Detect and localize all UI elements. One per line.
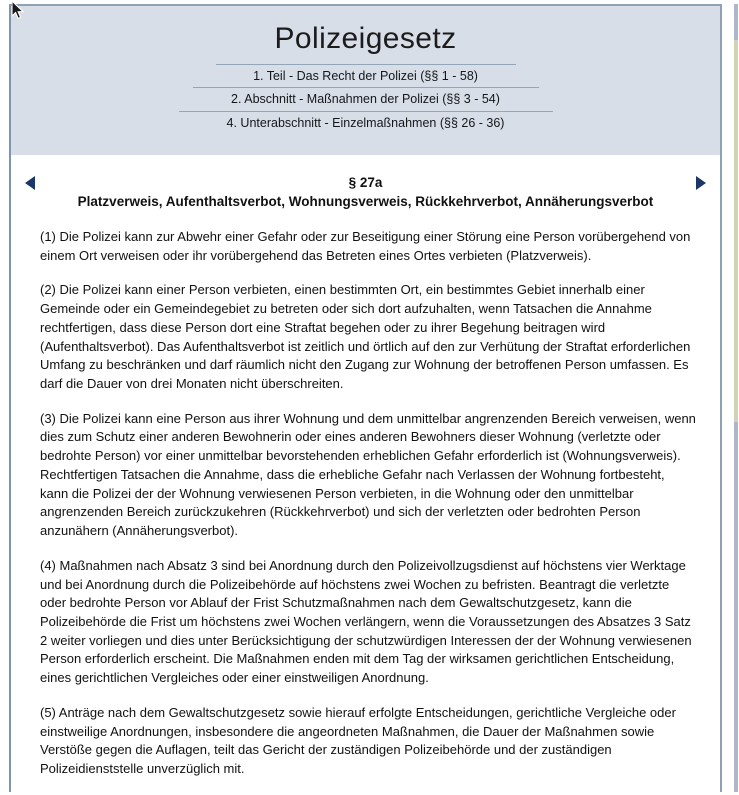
section-number: § 27a (348, 175, 383, 190)
next-section-arrow-icon[interactable] (696, 176, 706, 190)
breadcrumb-item-abschnitt[interactable]: 2. Abschnitt - Maßnahmen der Polizei (§§ 3 - 54) (193, 87, 539, 111)
breadcrumb-item-teil[interactable]: 1. Teil - Das Recht der Polizei (§§ 1 - 58) (216, 64, 516, 88)
section-body (11, 228, 720, 795)
document-header (11, 6, 720, 155)
scrollbar-thumb[interactable] (734, 40, 738, 422)
paragraph-3: (3) Die Polizei kann eine Person aus ihrer Wohnung und dem unmittelbar angrenzenden Bereich verweisen, wenn dies zum Schutz einer anderen Bewohnerin oder eines anderen Bewohners dieser Wohnung (verletzte oder bedrohte Person) vor einer unmittelbar bevorstehenden erheblichen Gefahr erforderlich ist (Wohnungsverweis). Rechtfertigen Tatsachen die Annahme, dass die erhebliche Gefahr nach Verlassen der Wohnung fortbesteht, kann die Polizei der der Wohnung verwiesenen Person verbieten, in die Wohnung oder den unmittelbar angrenzenden Bereich zurückzukehren (Rückkehrverbot) und sich der verletzten oder bedrohten Person anzunähern (Annäherungsverbot). (40, 410, 696, 539)
document-frame (9, 4, 722, 792)
page-title: Polizeigesetz (274, 22, 457, 55)
section-title: Platzverweis, Aufenthaltsverbot, Wohnungsverweis, Rückkehrverbot, Annäherungsverbot (77, 194, 654, 210)
paragraph-5: (5) Anträge nach dem Gewaltschutzgesetz sowie hierauf erfolgte Entscheidungen, gerichtliche Vergleiche oder einstweilige Anordnungen, insbesondere die angeordneten Maßnahmen, die Dauer der Maßnahmen sowie Verstöße gegen die Auflagen, teilt das Gericht der zuständigen Polizeibehörde und der zuständigen Polizeidienststelle unverzüglich mit. (40, 704, 676, 776)
paragraph-4: (4) Maßnahmen nach Absatz 3 sind bei Anordnung durch den Polizeivollzugsdienst auf höchstens vier Werktage und bei Anordnung durch die Polizeibehörde auf höchstens zwei Wochen zu befristen. Beantragt die verletzte oder bedrohte Person vor Ablauf der Frist Schutzmaßnahmen nach dem Gewaltschutzgesetz, kann die Polizeibehörde die Frist um höchstens zwei Wochen verlängern, wenn die Voraussetzungen des Absatzes 3 Satz 2 weiter vorliegen und dies unter Berücksichtigung der schutzwürdigen Interessen der der Wohnung verwiesenen Person erforderlich erscheint. Die Maßnahmen enden mit dem Tag der wirksamen gerichtlichen Entscheidung, eines gerichtlichen Vergleiches oder einer einstweiligen Anordnung. (40, 557, 692, 686)
previous-section-arrow-icon[interactable] (25, 176, 35, 190)
breadcrumb-item-unterabschnitt[interactable]: 4. Unterabschnitt - Einzelmaßnahmen (§§ 26 - 36) (179, 111, 553, 135)
vertical-scrollbar[interactable] (733, 4, 739, 792)
section-heading-row (11, 155, 720, 212)
paragraph-1: (1) Die Polizei kann zur Abwehr einer Gefahr oder zur Beseitigung einer Störung eine Person vorübergehend von einem Ort verweisen oder ihr vorübergehend das Betreten eines Ortes verbieten (Platzverweis). (40, 229, 691, 263)
breadcrumb (11, 64, 720, 135)
paragraph-2: (2) Die Polizei kann einer Person verbieten, einen bestimmten Ort, ein bestimmtes Gebiet innerhalb einer Gemeinde oder ein Gemeindegebiet zu betreten oder sich dort aufzuhalten, wenn Tatsachen die Annahme rechtfertigen, dass diese Person dort eine Straftat begehen oder zu ihrer Begehung beitragen wird (Aufenthaltsverbot). Das Aufenthaltsverbot ist zeitlich und örtlich auf den zur Verhütung der Straftat erforderlichen Umfang zu beschränken und darf räumlich nicht den Zugang zur Wohnung der betroffenen Person umfassen. Es darf die Dauer von drei Monaten nicht überschreiten. (40, 282, 691, 392)
